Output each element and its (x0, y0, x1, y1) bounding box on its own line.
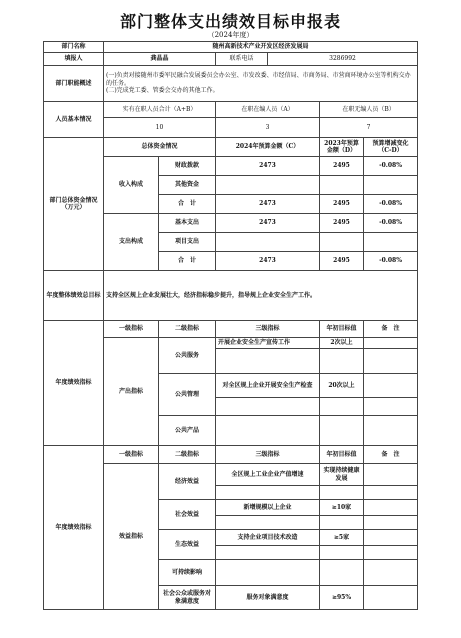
ecological-indicator: 支持企业项目技术改造 (216, 530, 320, 546)
public-product-label: 公共产品 (159, 416, 216, 446)
perf2-lvl3-header: 三级指标 (216, 446, 320, 464)
funds-row-name: 合 计 (159, 252, 216, 271)
funds-change-header: 预算增减变化（C-D） (364, 138, 418, 157)
ecological-target: ≥5家 (320, 530, 364, 546)
funds-row-prev: 2495 (320, 195, 364, 214)
funds-row-prev: 2495 (320, 214, 364, 233)
service-note (364, 338, 418, 349)
dept-label: 部门名称 (44, 42, 104, 53)
perf1-label: 年度绩效指标 (44, 321, 104, 446)
public-service-label: 公共服务 (159, 338, 216, 374)
funds-row-change: -0.08% (364, 157, 418, 176)
sustainability-label: 可持续影响 (159, 560, 216, 586)
perf2-lvl1-header: 一级指标 (104, 446, 159, 464)
management-target: 20次以上 (320, 374, 364, 398)
filler-name: 龚晶晶 (104, 53, 216, 66)
public-management-label: 公共管理 (159, 374, 216, 416)
dept-value: 随州高新技术产业开发区经济发展局 (104, 42, 418, 53)
ecological-note (364, 530, 418, 546)
funds-budget-header: 2024年预算金额（C） (216, 138, 320, 157)
funds-row-prev (320, 176, 364, 195)
funds-header-row (44, 138, 418, 157)
social-note (364, 500, 418, 516)
perf1-lvl2-header: 二级指标 (159, 321, 216, 338)
funds-row-budget (216, 176, 320, 195)
funds-row-name: 项目支出 (159, 233, 216, 252)
funds-row-prev (320, 233, 364, 252)
duties-row (44, 66, 418, 102)
funds-row-change: -0.08% (364, 195, 418, 214)
funds-row-budget: 2473 (216, 252, 320, 271)
funds-row-change: -0.08% (364, 214, 418, 233)
staff-a-header: 在职在编人员（A） (216, 102, 320, 118)
expense-label: 支出构成 (104, 214, 159, 271)
duties-text (104, 66, 418, 102)
phone-value: 3286992 (268, 53, 418, 66)
staff-b-header: 在职无编人员（B） (320, 102, 418, 118)
staff-total-header: 实有在职人员合计（A+B） (104, 102, 216, 118)
service-target: 2次以上 (320, 338, 364, 349)
phone-label: 联系电话 (216, 53, 268, 66)
perf1-lvl3-header: 三级指标 (216, 321, 320, 338)
staff-total-value: 10 (104, 118, 216, 138)
perf1-lvl1-header: 一级指标 (104, 321, 159, 338)
satisfaction-target: ≥95% (320, 586, 364, 610)
staff-a-value: 3 (216, 118, 320, 138)
economic-indicator: 全区规上工业企业产值增速 (216, 464, 320, 486)
satisfaction-label: 社会公众或服务对象满意度 (159, 586, 216, 610)
perf2-label: 年度绩效指标 (44, 446, 104, 610)
management-note (364, 374, 418, 398)
duty-line-1: (一)负责对接随州市委军民融合发展委员会办公室、市发改委、市经信局、市商务局、市营商环境办公室等机构交办的任务。 (106, 72, 411, 87)
satisfaction-note (364, 586, 418, 610)
output-indicator-label: 产出指标 (104, 338, 159, 446)
funds-row-budget: 2473 (216, 214, 320, 233)
funds-row-budget (216, 233, 320, 252)
economic-note (364, 464, 418, 486)
funds-row-prev: 2495 (320, 157, 364, 176)
funds-overall-header: 总体资金情况 (104, 138, 216, 157)
social-indicator: 新增规模以上企业 (216, 500, 320, 516)
page-title: 部门整体支出绩效目标申报表 (119, 12, 341, 31)
social-target: ≥10家 (320, 500, 364, 516)
perf1-note-header: 备 注 (364, 321, 418, 338)
ecological-benefit-label: 生态效益 (159, 530, 216, 560)
funds-row-name: 财政拨款 (159, 157, 216, 176)
performance-form-table (43, 41, 418, 610)
duty-line-2: (二)完成党工委、管委会交办的其他工作。 (106, 87, 219, 95)
satisfaction-indicator: 服务对象满意度 (216, 586, 320, 610)
staff-b-value: 7 (320, 118, 418, 138)
perf2-header-row (44, 446, 418, 464)
funds-row-name: 基本支出 (159, 214, 216, 233)
staff-label: 人员基本情况 (44, 102, 104, 138)
perf2-target-header: 年初目标值 (320, 446, 364, 464)
overall-goal-label: 年度整体绩效总目标 (44, 271, 104, 321)
overall-goal-row (44, 271, 418, 321)
service-indicator: 开展企业安全生产宣传工作 (216, 338, 320, 349)
economic-target: 实现持续健康发展 (320, 464, 364, 486)
perf2-note-header: 备 注 (364, 446, 418, 464)
effect-indicator-label: 效益指标 (104, 464, 159, 610)
funds-row-budget: 2473 (216, 195, 320, 214)
filler-label: 填报人 (44, 53, 104, 66)
management-indicator: 对全区规上企业开展安全生产检查 (216, 374, 320, 398)
funds-row-budget: 2473 (216, 157, 320, 176)
economic-benefit-label: 经济效益 (159, 464, 216, 500)
funds-row-change (364, 176, 418, 195)
funds-prev-header: 2023年预算金额（D） (320, 138, 364, 157)
funds-row-prev: 2495 (320, 252, 364, 271)
perf2-lvl2-header: 二级指标 (159, 446, 216, 464)
perf1-target-header: 年初目标值 (320, 321, 364, 338)
overall-goal-text: 支持全区规上企业发展壮大，经济指标稳步提升，指导规上企业安全生产工作。 (104, 271, 418, 321)
funds-label: 部门总体资金情况（万元） (44, 138, 104, 271)
funds-row-change (364, 233, 418, 252)
duties-label: 部门职能概述 (44, 66, 104, 102)
funds-row-name: 其他资金 (159, 176, 216, 195)
perf1-header-row (44, 321, 418, 338)
income-label: 收入构成 (104, 157, 159, 214)
funds-row-name: 合 计 (159, 195, 216, 214)
dept-row (44, 42, 418, 53)
social-benefit-label: 社会效益 (159, 500, 216, 530)
staff-header-row (44, 102, 418, 118)
funds-row-change: -0.08% (364, 252, 418, 271)
filler-row (44, 53, 418, 66)
report-year: （2024年度） (207, 31, 254, 39)
